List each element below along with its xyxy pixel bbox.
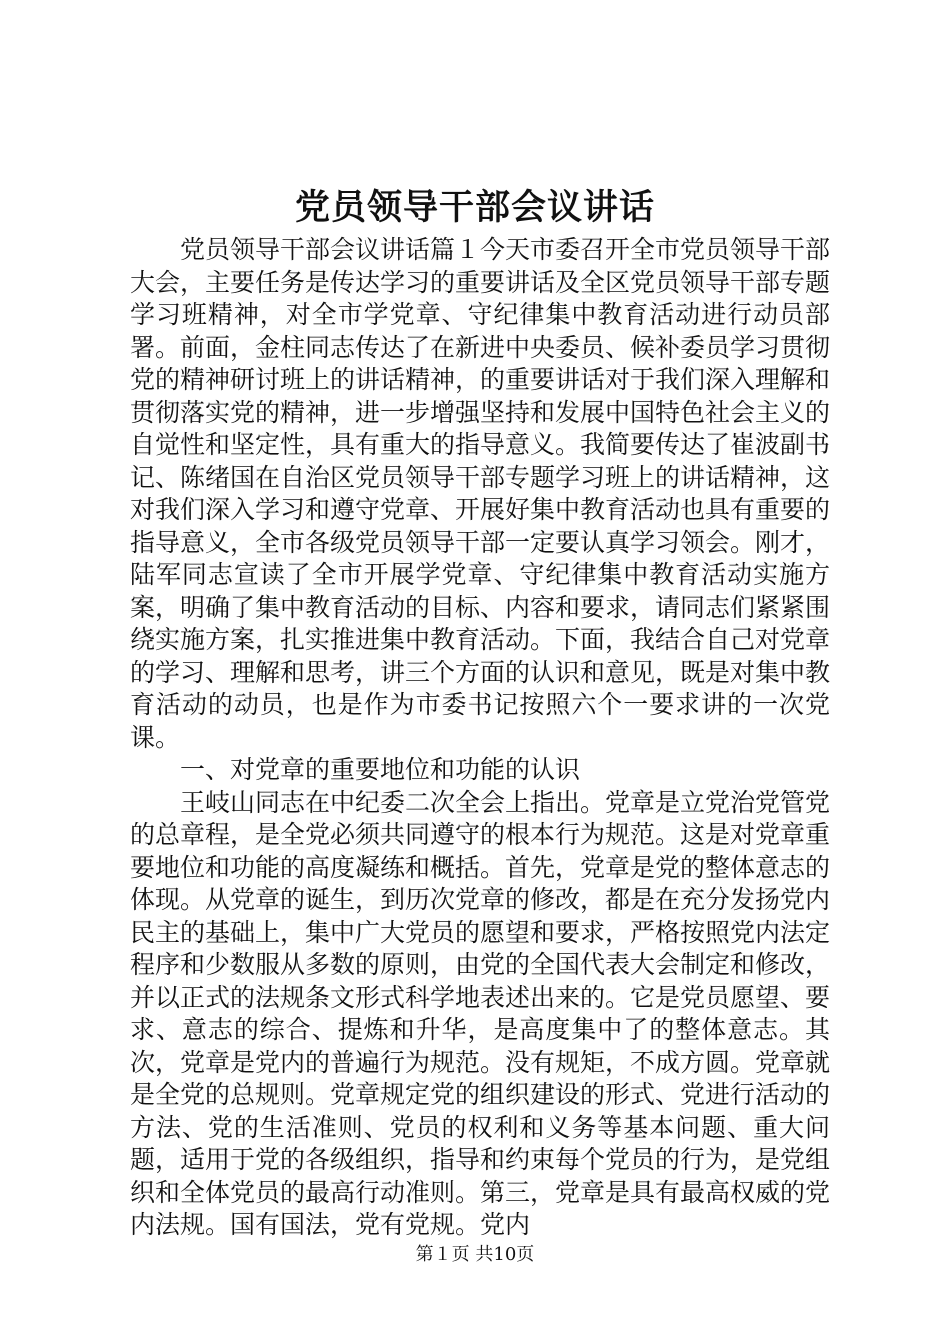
document-body — [130, 234, 830, 1242]
section-heading-1: 一、对党章的重要地位和功能的认识 — [180, 755, 581, 784]
page-number-footer: 第１页 共10页 — [415, 1244, 535, 1265]
paragraph-section-1: 王岐山同志在中纪委二次全会上指出。党章是立党治党管党的总章程，是全党必须共同遵守的根本行为规范。这是对党章重要地位和功能的高度凝练和概括。首先，党章是党的整体意志的体现。从党章的诞生，到历次党章的修改，都是在充分发扬党内民主的基础上，集中广大党员的愿望和要求，严格按照党内法定程序和少数服从多数的原则，由党的全国代表大会制定和修改，并以正式的法规条文形式科学地表述出来的。它是党员愿望、要求、意志的综合、提炼和升华，是高度集中了的整体意志。其次，党章是党内的普遍行为规范。没有规矩，不成方圆。党章就是全党的总规则。党章规定党的组织建设的形式、党进行活动的方法、党的生活准则、党员的权利和义务等基本问题、重大问题，适用于党的各级组织，指导和约束每个党员的行为，是党组织和全体党员的最高行动准则。第三，党章是具有最高权威的党内法规。国有国法，党有党规。党内 — [130, 787, 831, 1239]
paragraph-intro: 党员领导干部会议讲话篇１今天市委召开全市党员领导干部大会，主要任务是传达学习的重要讲话及全区党员领导干部专题学习班精神，对全市学党章、守纪律集中教育活动进行动员部署。前面，金柱同志传达了在新进中央委员、候补委员学习贯彻党的精神研讨班上的讲话精神，的重要讲话对于我们深入理解和贯彻落实党的精神，进一步增强坚持和发展中国特色社会主义的自觉性和坚定性，具有重大的指导意义。我简要传达了崔波副书记、陈绪国在自治区党员领导干部专题学习班上的讲话精神，这对我们深入学习和遵守党章、开展好集中教育活动也具有重要的指导意义，全市各级党员领导干部一定要认真学习领会。刚才，陆军同志宣读了全市开展学党章、守纪律集中教育活动实施方案，明确了集中教育活动的目标、内容和要求，请同志们紧紧围绕实施方案，扎实推进集中教育活动。下面，我结合自己对党章的学习、理解和思考，讲三个方面的认识和意见，既是对集中教育活动的动员，也是作为市委书记按照六个一要求讲的一次党课。 — [130, 235, 831, 752]
document-title: 党员领导干部会议讲话 — [294, 187, 655, 228]
